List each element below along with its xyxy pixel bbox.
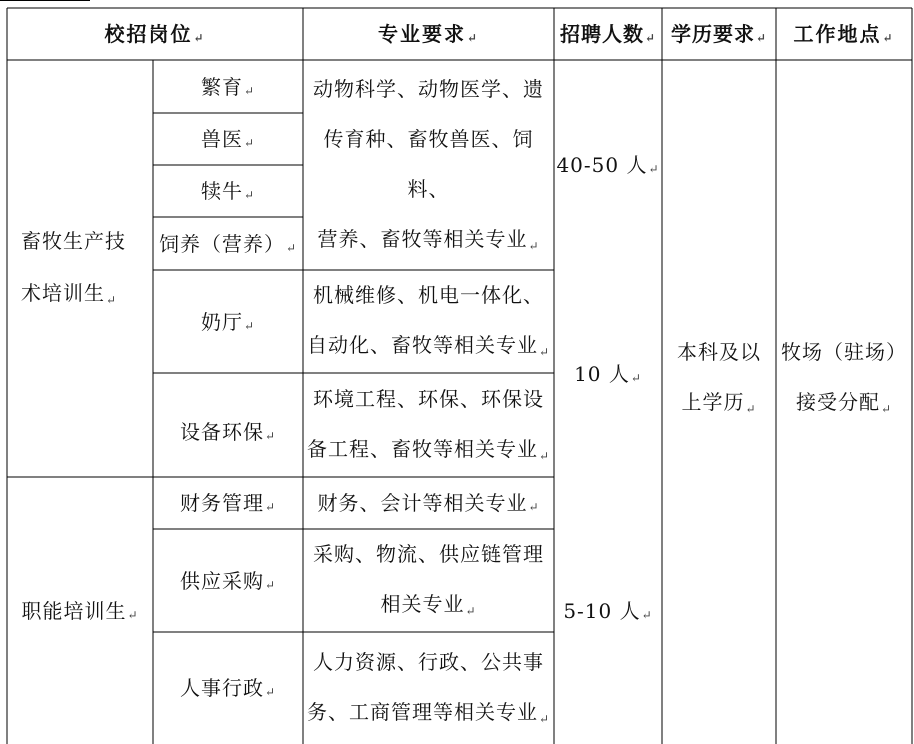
paragraph-mark-icon: ↵ xyxy=(641,607,653,622)
header-position xyxy=(7,8,303,60)
header-count-label: 招聘人数 xyxy=(559,22,644,46)
count-value: 5-10 人 xyxy=(563,598,641,623)
header-major-label: 专业要求 xyxy=(377,22,466,46)
position-cell xyxy=(153,60,303,113)
position-label: 供应采购 xyxy=(179,568,264,593)
paragraph-mark-icon: ↵ xyxy=(264,685,277,699)
header-education-label: 学历要求 xyxy=(670,22,755,46)
major-line: 机械维修、机电一体化、 xyxy=(313,283,544,307)
header-count xyxy=(554,8,662,60)
major-cell-env xyxy=(303,373,554,477)
education-cell xyxy=(662,60,776,744)
major-line: 相关专业 xyxy=(380,592,465,616)
group-functional-label: 职能培训生 xyxy=(21,598,127,623)
count-cell xyxy=(554,60,662,270)
location-line: 牧场（驻场） xyxy=(781,339,907,364)
position-cell xyxy=(153,270,303,373)
group-livestock xyxy=(7,60,153,477)
position-label: 奶厅 xyxy=(200,309,243,334)
position-label: 财务管理 xyxy=(179,491,264,515)
major-line: 环境工程、环保、环保设 xyxy=(313,386,544,411)
paragraph-mark-icon: ↵ xyxy=(264,500,277,514)
paragraph-mark-icon: ↵ xyxy=(755,31,768,45)
position-cell xyxy=(153,477,303,529)
position-label: 饲养（营养） xyxy=(158,231,285,256)
position-label: 犊牛 xyxy=(200,179,243,203)
paragraph-mark-icon: ↵ xyxy=(264,577,277,592)
paragraph-mark-icon: ↵ xyxy=(243,83,256,98)
header-position-label: 校招岗位 xyxy=(104,22,193,46)
paragraph-mark-icon: ↵ xyxy=(243,188,256,202)
paragraph-mark-icon: ↵ xyxy=(243,318,256,333)
count-cell xyxy=(554,270,662,477)
paragraph-mark-icon: ↵ xyxy=(745,401,757,416)
major-line: 务、工商管理等相关专业 xyxy=(306,699,538,724)
education-line: 上学历 xyxy=(681,389,745,414)
major-line: 财务、会计等相关专业 xyxy=(317,491,528,515)
paragraph-mark-icon: ↵ xyxy=(644,31,657,45)
position-label: 繁育 xyxy=(200,74,243,99)
paragraph-mark-icon: ↵ xyxy=(264,429,277,443)
position-cell xyxy=(153,529,303,632)
major-cell-finance xyxy=(303,477,554,529)
major-line: 营养、畜牧等相关专业 xyxy=(317,226,528,251)
location-line: 接受分配 xyxy=(795,389,880,414)
major-line: 自动化、畜牧等相关专业 xyxy=(306,333,538,357)
position-cell xyxy=(153,632,303,744)
major-cell-purchase xyxy=(303,529,554,632)
paragraph-mark-icon: ↵ xyxy=(528,238,540,253)
paragraph-mark-icon: ↵ xyxy=(630,370,642,385)
paragraph-mark-icon: ↵ xyxy=(466,31,480,45)
position-cell xyxy=(153,165,303,217)
education-line: 本科及以 xyxy=(677,339,761,364)
position-label: 兽医 xyxy=(200,127,243,151)
paragraph-mark-icon: ↵ xyxy=(106,293,118,307)
major-line: 采购、物流、供应链管理 xyxy=(313,542,544,566)
group-livestock-label: 畜牧生产技术培训生 xyxy=(21,229,126,305)
major-line: 备工程、畜牧等相关专业 xyxy=(306,436,538,461)
header-location xyxy=(776,8,912,60)
position-label: 设备环保 xyxy=(179,420,264,444)
position-cell xyxy=(153,373,303,477)
paragraph-mark-icon: ↵ xyxy=(243,136,256,150)
group-functional xyxy=(7,477,153,744)
count-value: 10 人 xyxy=(574,361,630,386)
paragraph-mark-icon: ↵ xyxy=(538,345,551,359)
paragraph-mark-icon: ↵ xyxy=(538,448,551,463)
major-cell-mech xyxy=(303,270,554,373)
position-cell xyxy=(153,217,303,270)
location-cell xyxy=(776,60,912,744)
position-cell xyxy=(153,113,303,165)
paragraph-mark-icon: ↵ xyxy=(880,401,893,416)
major-cell-animal xyxy=(303,60,554,270)
paragraph-mark-icon: ↵ xyxy=(465,604,477,618)
major-cell-hr xyxy=(303,632,554,744)
position-label: 人事行政 xyxy=(179,676,264,700)
paragraph-mark-icon: ↵ xyxy=(882,31,895,45)
paragraph-mark-icon: ↵ xyxy=(528,500,540,514)
major-line: 传育种、畜牧兽医、饲料、 xyxy=(323,126,534,201)
paragraph-mark-icon: ↵ xyxy=(538,711,551,726)
header-location-label: 工作地点 xyxy=(793,22,882,46)
paragraph-mark-icon: ↵ xyxy=(127,607,139,622)
paragraph-mark-icon: ↵ xyxy=(193,31,206,45)
paragraph-mark-icon: ↵ xyxy=(648,162,660,176)
major-line: 动物科学、动物医学、遗 xyxy=(313,76,544,101)
count-value: 40-50 人 xyxy=(556,153,648,177)
major-line: 人力资源、行政、公共事 xyxy=(313,649,544,674)
count-cell xyxy=(554,477,662,744)
header-major xyxy=(303,8,554,60)
header-education xyxy=(662,8,776,60)
paragraph-mark-icon: ↵ xyxy=(285,240,298,255)
